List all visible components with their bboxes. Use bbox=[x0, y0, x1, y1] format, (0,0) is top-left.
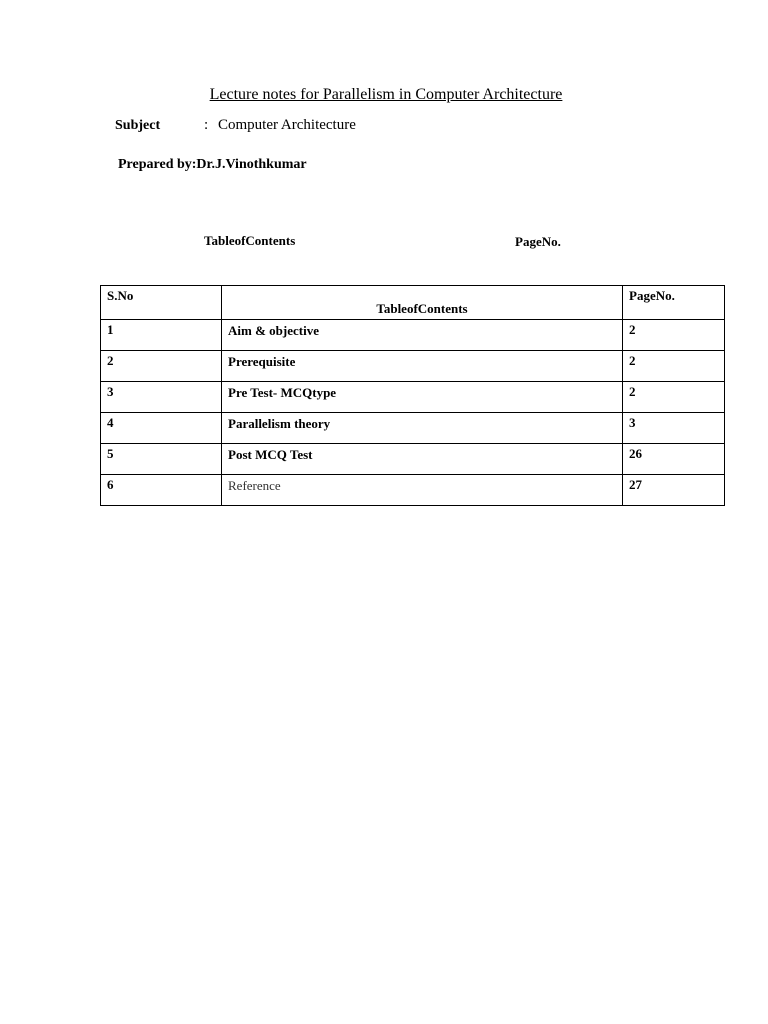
row-content: Prerequisite bbox=[222, 351, 623, 382]
table-row bbox=[101, 475, 725, 506]
table-row bbox=[101, 320, 725, 351]
row-sno: 5 bbox=[101, 444, 222, 475]
table-row bbox=[101, 382, 725, 413]
table-header-row bbox=[101, 286, 725, 320]
row-sno: 6 bbox=[101, 475, 222, 506]
header-page-no: PageNo. bbox=[623, 286, 725, 320]
row-page: 26 bbox=[623, 444, 725, 475]
table-row bbox=[101, 351, 725, 382]
row-sno: 2 bbox=[101, 351, 222, 382]
table-row bbox=[101, 413, 725, 444]
row-content: Aim & objective bbox=[222, 320, 623, 351]
header-contents: TableofContents bbox=[222, 286, 623, 320]
table-of-contents bbox=[100, 285, 725, 506]
toc-heading: TableofContents bbox=[204, 233, 296, 248]
row-sno: 4 bbox=[101, 413, 222, 444]
header-sno: S.No bbox=[101, 286, 222, 320]
row-page: 3 bbox=[623, 413, 725, 444]
row-content: Post MCQ Test bbox=[222, 444, 623, 475]
row-page: 2 bbox=[623, 382, 725, 413]
page-number-heading: PageNo. bbox=[515, 234, 561, 249]
table-row bbox=[101, 444, 725, 475]
row-content: Pre Test- MCQtype bbox=[222, 382, 623, 413]
row-content: Reference bbox=[222, 475, 623, 506]
document-title: Lecture notes for Parallelism in Computer Architecture bbox=[209, 86, 563, 103]
subject-value: Computer Architecture bbox=[218, 117, 356, 133]
row-page: 27 bbox=[623, 475, 725, 506]
row-page: 2 bbox=[623, 320, 725, 351]
row-page: 2 bbox=[623, 351, 725, 382]
row-sno: 3 bbox=[101, 382, 222, 413]
row-sno: 1 bbox=[101, 320, 222, 351]
prepared-by: Prepared by:Dr.J.Vinothkumar bbox=[118, 157, 307, 172]
row-content: Parallelism theory bbox=[222, 413, 623, 444]
subject-separator: : bbox=[204, 117, 209, 133]
subject-label: Subject bbox=[115, 118, 161, 133]
